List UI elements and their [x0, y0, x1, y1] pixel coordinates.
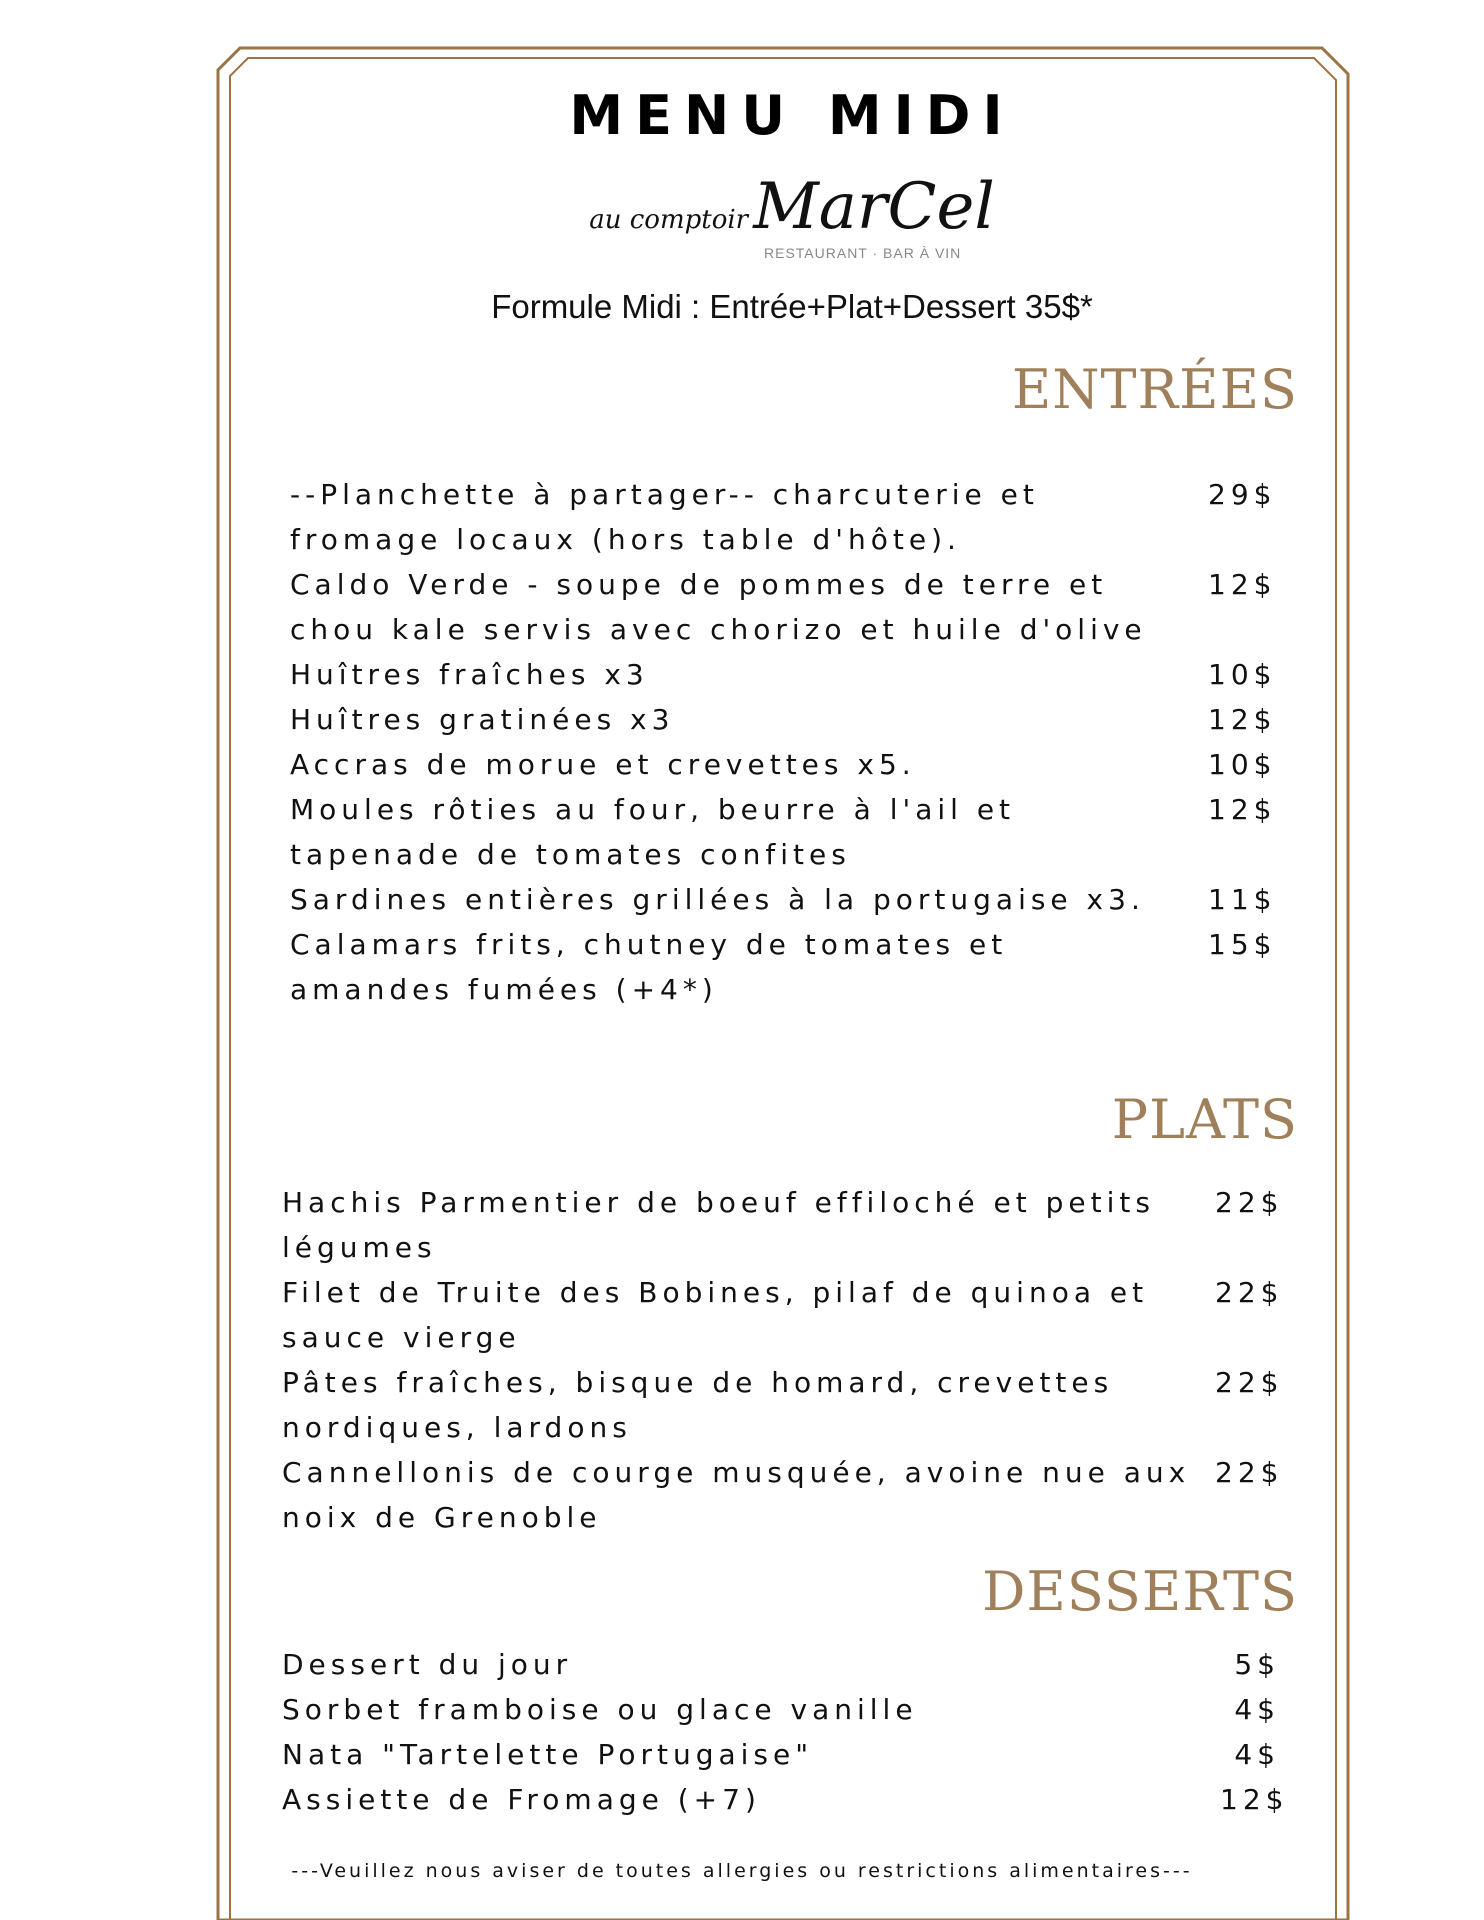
- item-price: 10$: [1208, 748, 1277, 781]
- item-description: [290, 472, 1039, 562]
- item-line-1: Sardines entières grillées à la portugaise x3.: [290, 883, 1145, 916]
- menu-title: MENU MIDI: [569, 84, 1015, 147]
- item-line-2: légumes: [282, 1231, 437, 1264]
- item-price: 15$: [1208, 928, 1277, 961]
- item-description: [290, 742, 916, 787]
- item-description: [290, 787, 1015, 877]
- item-description: [282, 1450, 1190, 1540]
- item-price: 29$: [1208, 478, 1277, 511]
- item-line-1: Huîtres fraîches x3: [290, 658, 649, 691]
- logo-subtitle: RESTAURANT · BAR À VIN: [764, 245, 962, 261]
- item-description: [282, 1777, 761, 1822]
- item-description: [282, 1360, 1113, 1450]
- formule-midi: Formule Midi : Entrée+Plat+Dessert 35$*: [491, 288, 1093, 325]
- item-price: 22$: [1215, 1276, 1284, 1309]
- item-price: 22$: [1215, 1366, 1284, 1399]
- item-line-1: Moules rôties au four, beurre à l'ail et: [290, 793, 1016, 826]
- item-price: 22$: [1215, 1186, 1284, 1219]
- item-price: 11$: [1208, 883, 1277, 916]
- item-price: 5$: [1234, 1648, 1280, 1681]
- item-line-1: Huîtres gratinées x3: [290, 703, 675, 736]
- item-description: [290, 652, 649, 697]
- item-price: 10$: [1208, 658, 1277, 691]
- item-price: 4$: [1234, 1738, 1280, 1771]
- section-title-entrees: ENTRÉES: [1011, 358, 1298, 421]
- section-title-desserts: DESSERTS: [982, 1560, 1298, 1623]
- item-description: [282, 1732, 813, 1777]
- item-line-1: Accras de morue et crevettes x5.: [290, 748, 916, 781]
- item-description: [282, 1642, 572, 1687]
- item-line-2: nordiques, lardons: [282, 1411, 632, 1444]
- item-line-1: --Planchette à partager-- charcuterie et: [290, 478, 1039, 511]
- item-description: [290, 922, 1007, 1012]
- item-price: 12$: [1220, 1783, 1289, 1816]
- item-price: 4$: [1234, 1693, 1280, 1726]
- item-line-1: Cannellonis de courge musquée, avoine nue aux: [282, 1456, 1191, 1489]
- item-line-1: Dessert du jour: [282, 1648, 573, 1681]
- logo-big-text: MarCel: [753, 170, 995, 244]
- item-price: 22$: [1215, 1456, 1284, 1489]
- item-line-2: noix de Grenoble: [282, 1501, 602, 1534]
- item-line-2: sauce vierge: [282, 1321, 521, 1354]
- item-description: [290, 562, 1147, 652]
- item-line-1: Filet de Truite des Bobines, pilaf de quinoa et: [282, 1276, 1149, 1309]
- item-price: 12$: [1208, 793, 1277, 826]
- item-description: [290, 877, 1145, 922]
- item-price: 12$: [1208, 703, 1277, 736]
- item-line-2: fromage locaux (hors table d'hôte).: [290, 523, 961, 556]
- logo-small-text: au comptoir: [589, 205, 749, 235]
- section-title-plats: PLATS: [1111, 1088, 1298, 1151]
- item-line-1: Pâtes fraîches, bisque de homard, crevettes: [282, 1366, 1114, 1399]
- item-line-1: Nata "Tartelette Portugaise": [282, 1738, 814, 1771]
- item-price: 12$: [1208, 568, 1277, 601]
- item-line-1: Sorbet framboise ou glace vanille: [282, 1693, 918, 1726]
- item-line-1: Hachis Parmentier de boeuf effiloché et petits: [282, 1186, 1155, 1219]
- item-line-1: Assiette de Fromage (+7): [282, 1783, 761, 1816]
- item-description: [282, 1180, 1155, 1270]
- item-line-1: Calamars frits, chutney de tomates et: [290, 928, 1008, 961]
- item-line-2: amandes fumées (+4*): [290, 973, 718, 1006]
- allergy-notice: ---Veuillez nous aviser de toutes allergies ou restrictions alimentaires---: [291, 1860, 1193, 1882]
- item-description: [290, 697, 674, 742]
- item-line-2: tapenade de tomates confites: [290, 838, 851, 871]
- item-description: [282, 1687, 918, 1732]
- restaurant-logo: [0, 170, 1484, 244]
- item-description: [282, 1270, 1148, 1360]
- item-line-2: chou kale servis avec chorizo et huile d'olive: [290, 613, 1147, 646]
- item-line-1: Caldo Verde - soupe de pommes de terre et: [290, 568, 1108, 601]
